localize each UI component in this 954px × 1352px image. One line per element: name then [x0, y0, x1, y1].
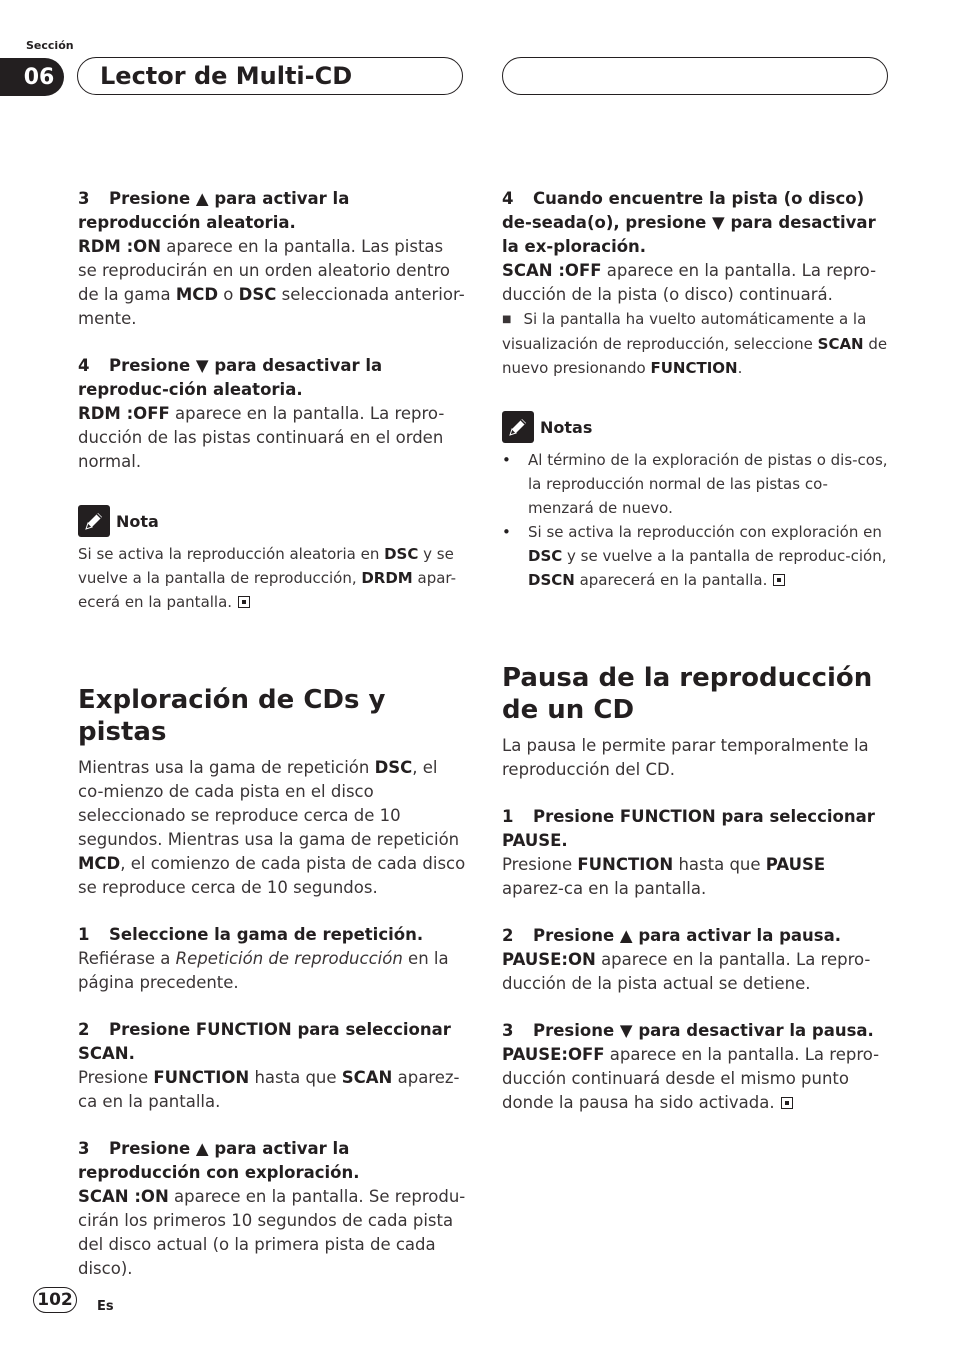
- end-square-icon: [238, 596, 250, 608]
- notes-title: Notas: [540, 417, 593, 437]
- step-heading: 3 Presione ▲ para activar la reproducción aleatoria.: [78, 189, 350, 232]
- note-bullet-text: Si se activa la reproducción con exploración en DSC y se vuelve a la pantalla de reproduc-ción, DSCN aparecerá en la pantalla.: [528, 523, 887, 589]
- pencil-note-icon: [78, 505, 110, 537]
- pencil-note-icon: [502, 411, 534, 443]
- step-heading: 2 Presione ▲ para activar la pausa.: [502, 926, 841, 945]
- notes-header: [502, 410, 890, 444]
- note-title: Nota: [116, 511, 159, 531]
- step-heading: 1 Seleccione la gama de repetición.: [78, 925, 424, 944]
- end-square-icon: [773, 574, 785, 586]
- step-heading: 4 Cuando encuentre la pista (o disco) de-seada(o), presione ▼ para desactivar la ex-ploración.: [502, 189, 876, 256]
- step-body: Refiérase a Repetición de reproducción en la página precedente.: [78, 949, 449, 992]
- step-heading: 3 Presione ▼ para desactivar la pausa.: [502, 1021, 874, 1040]
- step-heading: 1 Presione FUNCTION para seleccionar PAUSE.: [502, 807, 875, 850]
- scan-intro: Mientras usa la gama de repetición DSC, el co-mienzo de cada pista en el disco seleccionado se reproduce cerca de 10 segundos. Mientras usa la gama de repetición MCD, el comienzo de cada pista de cada disco se reproduce cerca de 10 segundos.: [78, 758, 466, 897]
- note-bullet-item: [502, 520, 890, 592]
- pause-intro: La pausa le permite parar temporalmente la reproducción del CD.: [502, 736, 869, 779]
- step-sub-note: ■ Si la pantalla ha vuelto automáticamente a la visualización de reproducción, seleccione SCAN de nuevo presionando FUNCTION.: [502, 310, 888, 377]
- section-heading-scan: Exploración de CDs y pistas: [78, 685, 386, 747]
- end-square-icon: [781, 1097, 793, 1109]
- step-body: RDM :OFF aparece en la pantalla. La repro-ducción de las pistas continuará en el orden normal.: [78, 404, 445, 471]
- page-number: 102: [33, 1287, 77, 1313]
- chapter-title: Lector de Multi-CD: [77, 57, 463, 95]
- step-body: Presione FUNCTION hasta que PAUSE aparez-ca en la pantalla.: [502, 855, 826, 898]
- step-heading: 4 Presione ▼ para desactivar la reproduc-ción aleatoria.: [78, 356, 383, 399]
- left-column: [78, 187, 466, 1281]
- step-body: SCAN :ON aparece en la pantalla. Se reprodu-cirán los primeros 10 segundos de cada pista del disco actual (o la primera pista de cada disco).: [78, 1187, 466, 1278]
- language-code: Es: [97, 1299, 114, 1314]
- note-bullet-text: Al término de la exploración de pistas o dis-cos, la reproducción normal de las pistas co-menzará de nuevo.: [528, 451, 888, 517]
- step-body: PAUSE:ON aparece en la pantalla. La repro-ducción de la pista actual se detiene.: [502, 950, 871, 993]
- step-heading: 2 Presione FUNCTION para seleccionar SCAN.: [78, 1020, 451, 1063]
- note-text: Si se activa la reproducción aleatoria en DSC y se vuelve a la pantalla de reproducción, DRDM apar-ecerá en la pantalla.: [78, 545, 457, 611]
- step-body: PAUSE:OFF aparece en la pantalla. La repro-ducción continuará desde el mismo punto donde la pausa ha sido activada.: [502, 1045, 880, 1112]
- step-body: Presione FUNCTION hasta que SCAN aparez-ca en la pantalla.: [78, 1068, 460, 1111]
- step-heading: 3 Presione ▲ para activar la reproducción con exploración.: [78, 1139, 360, 1182]
- note-header: [78, 504, 466, 538]
- right-column: [502, 187, 890, 1115]
- section-heading-pause: Pausa de la reproducción de un CD: [502, 663, 873, 725]
- bullet-icon: •: [502, 523, 511, 541]
- section-number-badge: 06: [0, 58, 64, 96]
- bullet-icon: •: [502, 451, 511, 469]
- square-bullet-icon: ■: [502, 314, 512, 325]
- section-label: Sección: [26, 39, 74, 52]
- header-empty-box: [502, 57, 888, 95]
- note-bullet-item: [502, 448, 890, 520]
- step-body: SCAN :OFF aparece en la pantalla. La repro-ducción de la pista (o disco) continuará.: [502, 261, 877, 304]
- step-body: RDM :ON aparece en la pantalla. Las pistas se reproducirán en un orden aleatorio dentro de la gama MCD o DSC seleccionada anterior-mente.: [78, 237, 465, 328]
